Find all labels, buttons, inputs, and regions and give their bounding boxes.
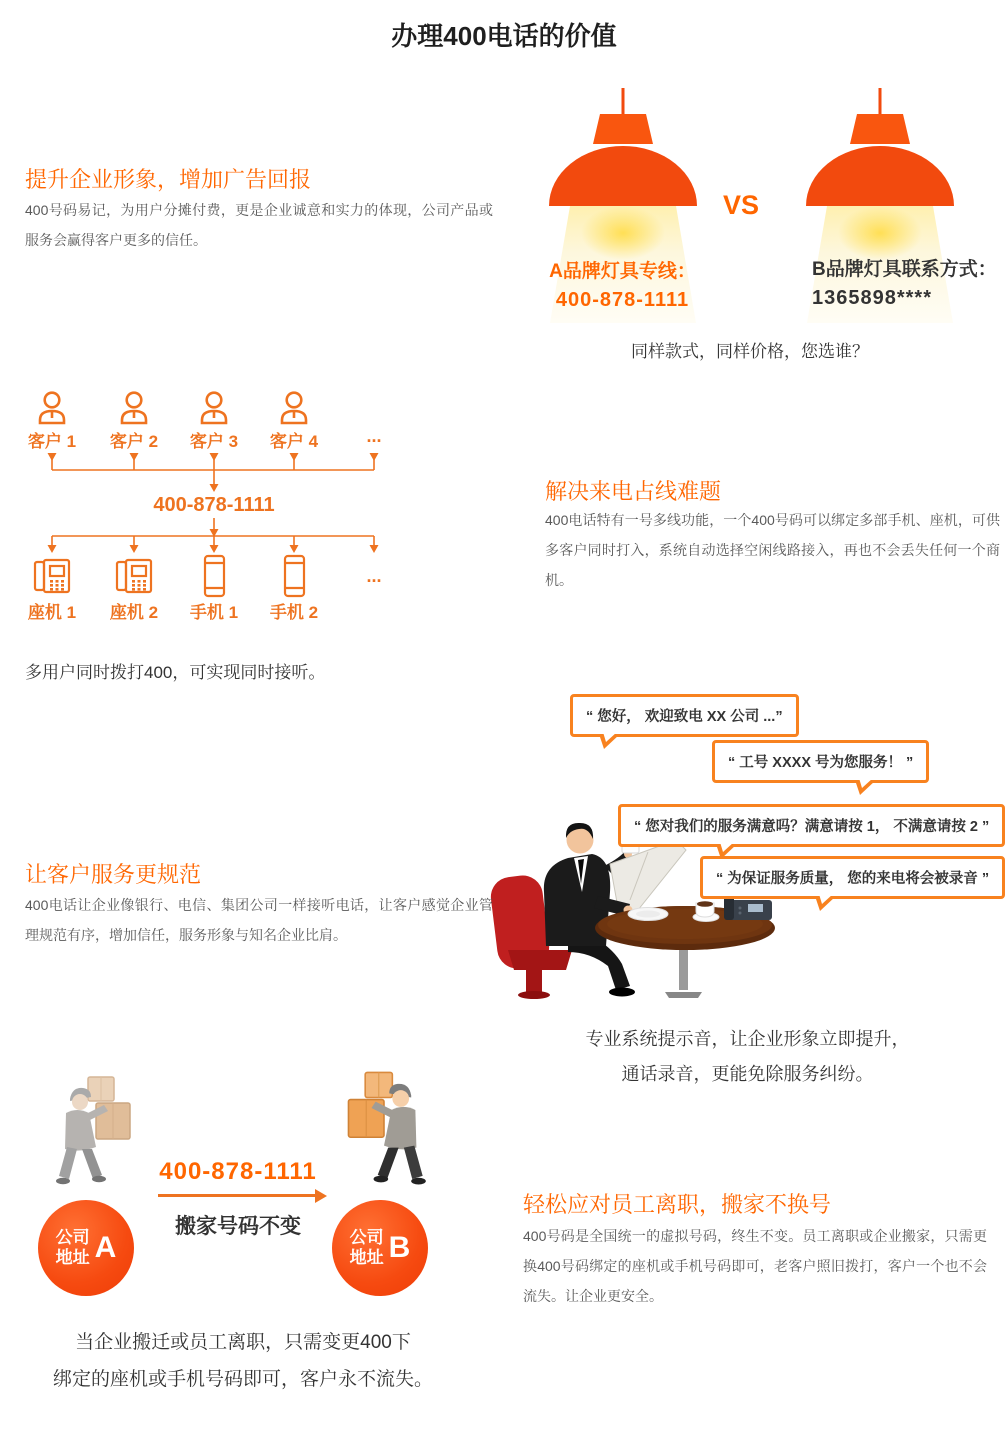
voice-bubble-1: “ 您好， 欢迎致电 XX 公司 ...” [570, 694, 799, 737]
customer-icon [282, 393, 306, 423]
mover-a-icon [52, 1075, 140, 1193]
move-arrow-label: 搬家号码不变 [175, 1215, 301, 1238]
section-busy-body: 400电话特有一号多线功能，一个400号码可以绑定多部手机、座机，可供多客户同时打入，系统自动选择空闲线路接入，再也不会丢失任何一个商机。 [545, 512, 1000, 588]
arrowheads-top [48, 453, 379, 492]
voice-bubble-4: “ 为保证服务质量， 您的来电将会被录音 ” [700, 856, 1005, 899]
address-b-letter: B [388, 1231, 411, 1264]
section-busy-heading: 解决来电占线难题 [545, 479, 722, 504]
vs-label: VS [723, 190, 760, 220]
customer-icon [122, 393, 146, 423]
customer-label: 客户 4 [269, 432, 319, 451]
section-brand-body: 400号码易记，为用户分摊付费，更是企业诚意和实力的体现，公司产品或服务会赢得客户更多的信任。 [25, 202, 493, 248]
voice-bubble-3: “ 您对我们的服务满意吗？满意请按 1， 不满意请按 2 ” [618, 804, 1005, 847]
move-hotline: 400-878-1111 [159, 1158, 317, 1185]
lamp-b-line1: B品牌灯具联系方式： [812, 259, 997, 280]
service-caption [520, 1022, 975, 1092]
device-label: 座机 1 [27, 603, 77, 622]
customer-label: 客户 2 [109, 432, 159, 451]
address-a-letter: A [94, 1231, 117, 1264]
customer-icon [202, 393, 226, 423]
lamp-a-hotline: 400-878-1111 [555, 289, 690, 311]
lamp-b-phone: 1365898**** [812, 287, 932, 309]
lamp-b-label [812, 256, 1008, 312]
customer-icon [40, 393, 64, 423]
device-label: 座机 2 [109, 603, 159, 622]
move-caption [28, 1324, 458, 1398]
customer-label: 客户 1 [27, 432, 77, 451]
company-address-a-badge [38, 1200, 134, 1296]
section-move-heading: 轻松应对员工离职，搬家不换号 [523, 1192, 832, 1217]
hotline-diagram [25, 390, 387, 626]
diagram-hotline: 400-878-1111 [153, 494, 275, 516]
desk-phone-icon [35, 560, 69, 592]
move-caption-line2: 绑定的座机或手机号码即可，客户永不流失。 [52, 1369, 433, 1390]
page-title: 办理400电话的价值 [391, 21, 617, 51]
address-b-line2: 地址 [349, 1248, 384, 1267]
ellipsis-bottom: ... [366, 566, 382, 586]
mover-b-icon [338, 1070, 430, 1194]
lamp-caption: 同样款式，同样价格，您选谁？ [631, 342, 869, 361]
move-arrow-icon [158, 1194, 316, 1197]
desk-phone-icon [117, 560, 151, 592]
diagram-caption: 多用户同时拨打400，可实现同时接听。 [25, 663, 326, 682]
section-move-body: 400号码是全国统一的虚拟号码，终生不变。员工离职或企业搬家，只需更换400号码绑定的座机或手机号码即可，老客户照旧拨打，客户一个也不会流失。让企业更安全。 [523, 1228, 987, 1304]
lamp-a-label [535, 258, 710, 314]
address-a-line1: 公司 [55, 1228, 90, 1247]
section-brand-heading: 提升企业形象，增加广告回报 [25, 167, 312, 192]
company-address-b-badge [332, 1200, 428, 1296]
section-service-body: 400电话让企业像银行、电信、集团公司一样接听电话，让客户感觉企业管理规范有序，增加信任，服务形象与知名企业比肩。 [25, 897, 493, 943]
address-b-text [350, 1228, 384, 1268]
service-caption-line1: 专业系统提示音，让企业形象立即提升， [585, 1029, 910, 1049]
voice-bubble-2: “ 工号 XXXX 号为您服务！ ” [712, 740, 929, 783]
section-service-heading: 让客户服务更规范 [25, 862, 202, 887]
device-label: 手机 1 [189, 603, 239, 622]
service-caption-line2: 通话录音，更能免除服务纠纷。 [621, 1064, 874, 1084]
address-a-text [56, 1228, 90, 1268]
address-b-line1: 公司 [349, 1228, 384, 1247]
move-caption-line1: 当企业搬迁或员工离职，只需变更400下 [75, 1332, 411, 1353]
arrowheads-bottom [48, 529, 379, 553]
ellipsis-top: ... [366, 426, 382, 446]
mobile-phone-icon [285, 556, 304, 596]
mobile-phone-icon [205, 556, 224, 596]
customer-label: 客户 3 [189, 432, 239, 451]
office-phone-icon [724, 896, 772, 920]
plate [628, 908, 668, 921]
lamp-a-line1: A品牌灯具专线： [549, 261, 696, 282]
connector-lines-top [52, 458, 374, 486]
address-a-line2: 地址 [55, 1248, 90, 1267]
device-label: 手机 2 [269, 603, 319, 622]
